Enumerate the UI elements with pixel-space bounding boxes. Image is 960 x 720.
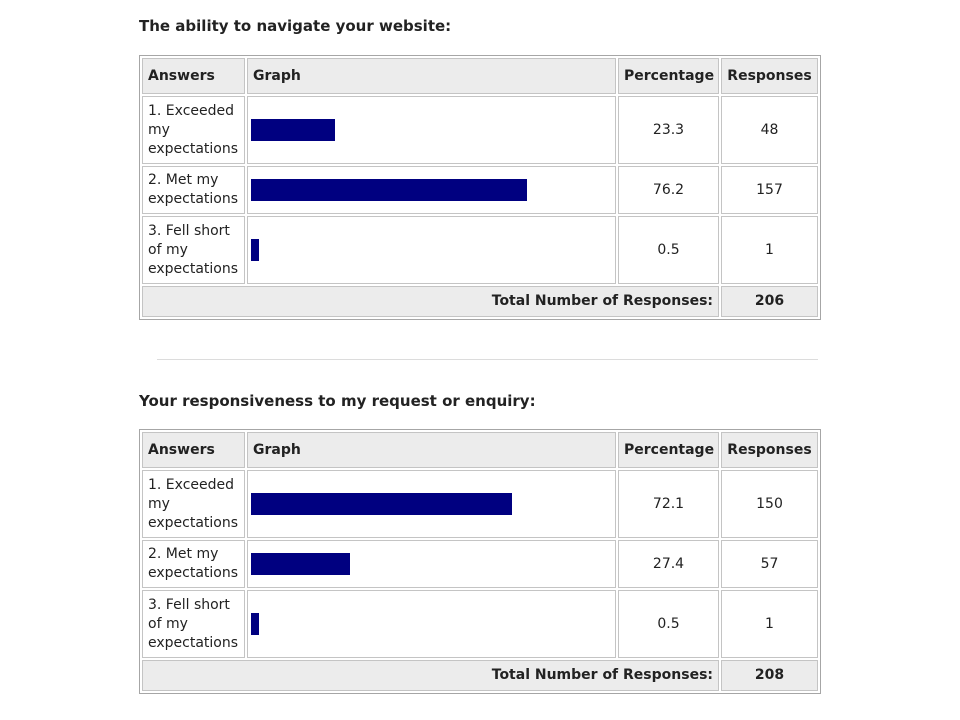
responses-value: 150 — [721, 470, 818, 538]
response-bar — [251, 553, 350, 575]
percentage-value: 76.2 — [618, 166, 719, 214]
total-row — [142, 286, 818, 317]
bar-track — [251, 553, 613, 575]
percentage-value: 72.1 — [618, 470, 719, 538]
results-table-navigate — [139, 55, 821, 320]
table-row — [142, 590, 818, 658]
section-divider — [157, 359, 818, 360]
header-percentage: Percentage — [618, 432, 719, 468]
answer-label: 1. Exceeded my expectations — [142, 470, 245, 538]
graph-cell — [247, 166, 616, 214]
results-table-responsiveness — [139, 429, 821, 694]
response-bar — [251, 179, 527, 201]
graph-cell — [247, 540, 616, 588]
header-answers: Answers — [142, 432, 245, 468]
header-responses: Responses — [721, 432, 818, 468]
responses-value: 157 — [721, 166, 818, 214]
header-responses: Responses — [721, 58, 818, 94]
percentage-value: 0.5 — [618, 590, 719, 658]
table-header-row — [142, 58, 818, 94]
graph-cell — [247, 590, 616, 658]
bar-track — [251, 613, 613, 635]
table-row — [142, 216, 818, 284]
percentage-value: 27.4 — [618, 540, 719, 588]
responses-value: 57 — [721, 540, 818, 588]
graph-cell — [247, 96, 616, 164]
header-graph: Graph — [247, 432, 616, 468]
total-label: Total Number of Responses: — [142, 286, 719, 317]
responses-value: 48 — [721, 96, 818, 164]
graph-cell — [247, 470, 616, 538]
response-bar — [251, 613, 259, 635]
bar-track — [251, 119, 613, 141]
response-bar — [251, 119, 335, 141]
total-row — [142, 660, 818, 691]
table-row — [142, 96, 818, 164]
table-header-row — [142, 432, 818, 468]
graph-cell — [247, 216, 616, 284]
answer-label: 1. Exceeded my expectations — [142, 96, 245, 164]
answer-label: 3. Fell short of my expectations — [142, 216, 245, 284]
table-row — [142, 470, 818, 538]
responses-value: 1 — [721, 590, 818, 658]
bar-track — [251, 493, 613, 515]
section-title-responsiveness: Your responsiveness to my request or enquiry: — [139, 392, 536, 410]
responses-value: 1 — [721, 216, 818, 284]
table-row — [142, 540, 818, 588]
total-value: 206 — [721, 286, 818, 317]
response-bar — [251, 239, 259, 261]
header-graph: Graph — [247, 58, 616, 94]
bar-track — [251, 239, 613, 261]
response-bar — [251, 493, 512, 515]
percentage-value: 0.5 — [618, 216, 719, 284]
percentage-value: 23.3 — [618, 96, 719, 164]
total-label: Total Number of Responses: — [142, 660, 719, 691]
bar-track — [251, 179, 613, 201]
answer-label: 3. Fell short of my expectations — [142, 590, 245, 658]
table-row — [142, 166, 818, 214]
answer-label: 2. Met my expectations — [142, 166, 245, 214]
answer-label: 2. Met my expectations — [142, 540, 245, 588]
total-value: 208 — [721, 660, 818, 691]
section-title-navigate: The ability to navigate your website: — [139, 17, 452, 35]
header-answers: Answers — [142, 58, 245, 94]
header-percentage: Percentage — [618, 58, 719, 94]
